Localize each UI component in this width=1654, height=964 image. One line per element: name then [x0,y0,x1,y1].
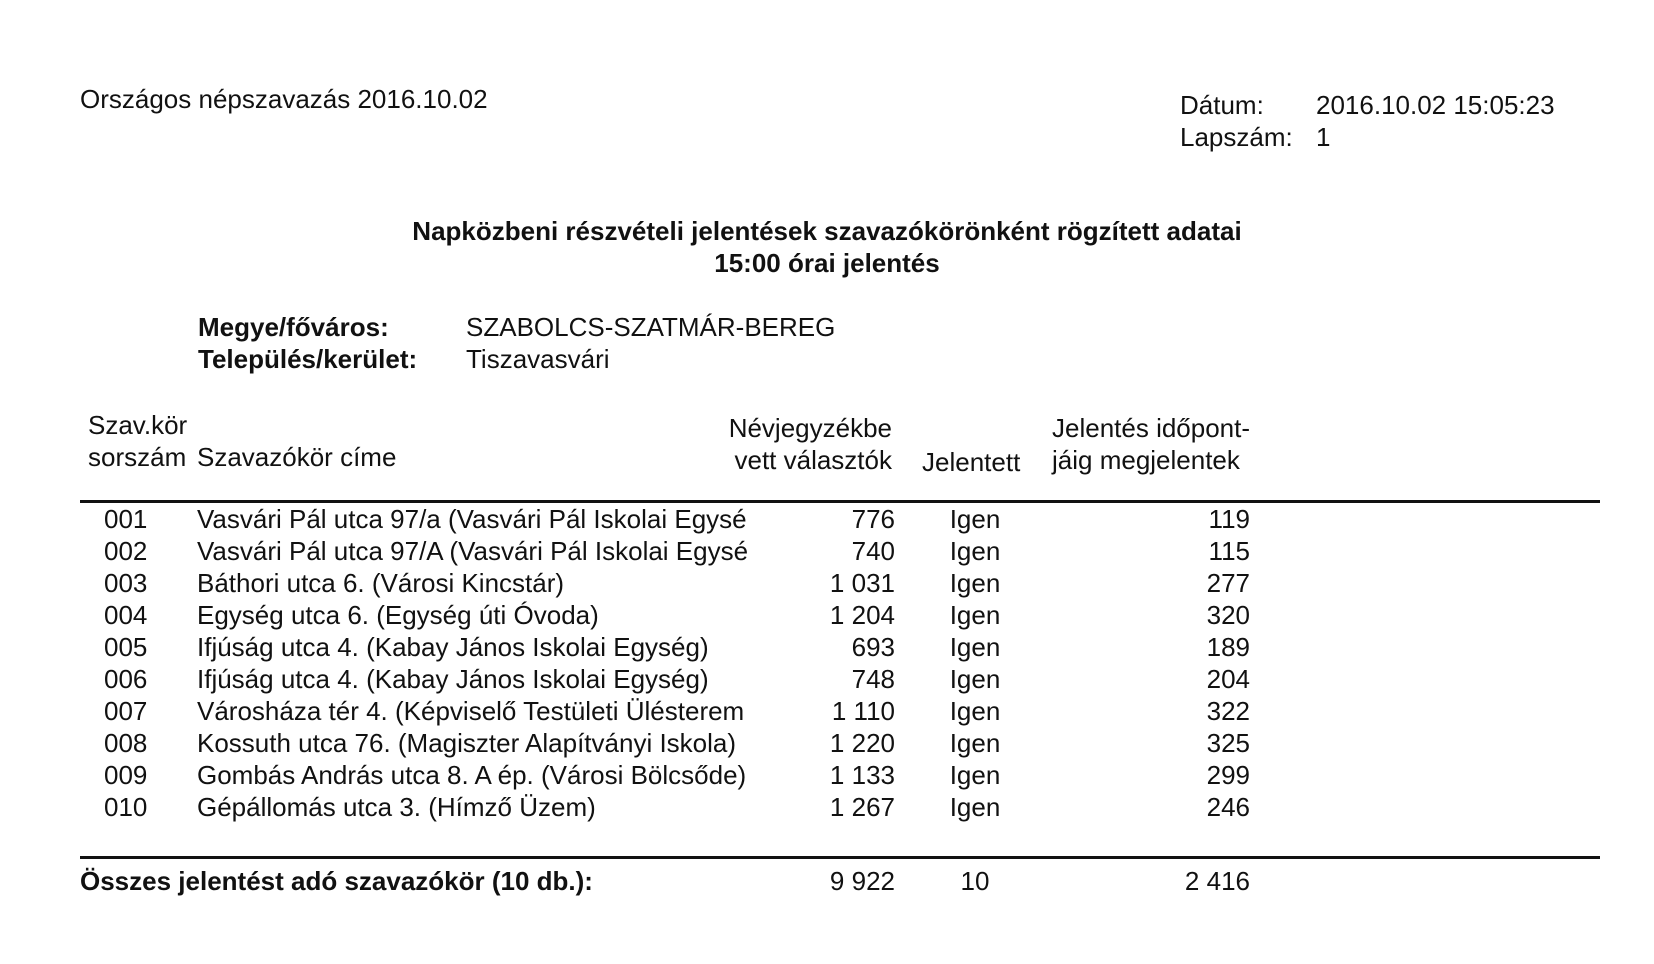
row-turnout: 204 [1206,664,1250,694]
row-registered: 693 [851,632,895,662]
row-turnout: 115 [1208,536,1250,566]
row-address: Vasvári Pál utca 97/a (Vasvári Pál Iskolai Egysé [197,504,747,534]
row-address: Ifjúság utca 4. (Kabay János Iskolai Egység) [197,664,709,694]
row-turnout: 277 [1206,568,1250,598]
table-row [0,600,1654,632]
row-number: 003 [104,568,148,598]
row-number: 009 [104,760,148,790]
row-turnout: 119 [1208,504,1250,534]
table-row [0,728,1654,760]
report-title-line2: 15:00 órai jelentés [714,248,940,278]
header-divider [80,500,1600,503]
total-reported: 10 [960,866,990,896]
table-row [0,664,1654,696]
header-turnout-line1: Jelentés időpont- [1052,413,1251,443]
report-title-line1: Napközbeni részvételi jelentések szavazókörönként rögzített adatai [412,216,1242,246]
row-turnout: 246 [1206,792,1250,822]
table-row [0,760,1654,792]
election-title: Országos népszavazás 2016.10.02 [80,84,488,114]
row-number: 005 [104,632,148,662]
row-reported: Igen [949,600,1001,630]
row-reported: Igen [949,664,1001,694]
row-registered: 1 031 [829,568,895,598]
row-turnout: 322 [1206,696,1250,726]
row-registered: 748 [851,664,895,694]
total-registered: 9 922 [829,866,895,896]
row-registered: 1 220 [829,728,895,758]
header-number-line2: sorszám [88,442,187,472]
total-label: Összes jelentést adó szavazókör (10 db.): [80,866,593,896]
row-number: 002 [104,536,148,566]
table-row [0,792,1654,824]
date-value: 2016.10.02 15:05:23 [1316,90,1555,120]
row-address: Gombás András utca 8. A ép. (Városi Bölcsőde) [197,760,747,790]
table-row [0,696,1654,728]
settlement-label: Település/kerület: [198,344,418,374]
total-turnout: 2 416 [1184,866,1250,896]
row-address: Kossuth utca 76. (Magiszter Alapítványi Iskola) [197,728,737,758]
header-registered-line1: Névjegyzékbe [728,413,892,443]
row-reported: Igen [949,792,1001,822]
row-address: Egység utca 6. (Egység úti Óvoda) [197,600,599,630]
row-number: 006 [104,664,148,694]
header-turnout-line2: jáig megjelentek [1052,445,1240,475]
date-label: Dátum: [1180,90,1264,120]
row-reported: Igen [949,760,1001,790]
row-registered: 740 [851,536,895,566]
row-reported: Igen [949,504,1001,534]
row-number: 010 [104,792,148,822]
header-address: Szavazókör címe [197,442,397,472]
settlement-value: Tiszavasvári [466,344,610,374]
row-registered: 1 110 [831,696,895,726]
page-label: Lapszám: [1180,122,1293,152]
row-reported: Igen [949,536,1001,566]
row-address: Városháza tér 4. (Képviselő Testületi Ülésterem [197,696,745,726]
row-reported: Igen [949,632,1001,662]
header-number-line1: Szav.kör [88,410,188,440]
row-number: 001 [104,504,148,534]
row-reported: Igen [949,728,1001,758]
row-address: Gépállomás utca 3. (Hímző Üzem) [197,792,596,822]
row-registered: 1 133 [829,760,895,790]
row-registered: 1 267 [829,792,895,822]
header-reported: Jelentett [922,447,1021,477]
table-row [0,536,1654,568]
row-address: Ifjúság utca 4. (Kabay János Iskolai Egység) [197,632,709,662]
page-value: 1 [1316,122,1331,152]
table-row [0,632,1654,664]
county-label: Megye/főváros: [198,312,389,342]
total-divider [80,856,1600,859]
header-registered-line2: vett választók [734,445,892,475]
row-turnout: 189 [1206,632,1250,662]
table-row [0,504,1654,536]
row-reported: Igen [949,568,1001,598]
row-registered: 1 204 [829,600,895,630]
row-address: Báthori utca 6. (Városi Kincstár) [197,568,565,598]
row-registered: 776 [851,504,895,534]
row-address: Vasvári Pál utca 97/A (Vasvári Pál Iskolai Egysé [197,536,749,566]
table-row [0,568,1654,600]
row-number: 004 [104,600,148,630]
row-turnout: 299 [1206,760,1250,790]
row-number: 007 [104,696,148,726]
row-turnout: 325 [1206,728,1250,758]
row-reported: Igen [949,696,1001,726]
row-turnout: 320 [1206,600,1250,630]
county-value: SZABOLCS-SZATMÁR-BEREG [466,312,836,342]
total-row [0,866,1654,898]
row-number: 008 [104,728,148,758]
